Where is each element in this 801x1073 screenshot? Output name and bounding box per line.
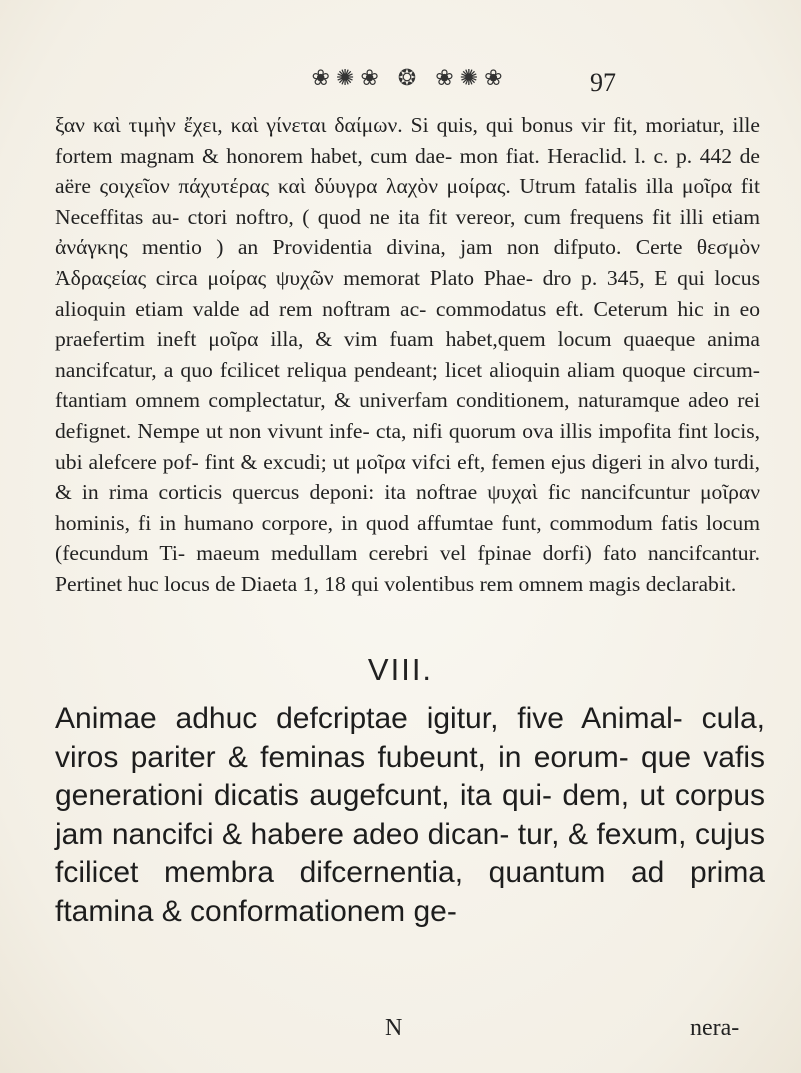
body-paragraph: ξαν καὶ τιμὴν ἔχει, καὶ γίνεται δαίμων. Si quis, qui bonus vir fit, moriatur, ille fortem magnam & honorem habet, cum dae- mon fiat. Heraclid. l. c. p. 442 de aëre ςοιχεῖον πάχυτέρας καὶ δύυγρα λαχὸν μοίρας. Utrum fatalis illa μοῖρα fit Neceffitas au- ctori noftro, ( quod ne ita fit vereor, cum frequens fit illi etiam ἀνάγκης mentio ) an Providentia divina, jam non difputo. Certe θεσμὸν Ἀδραςείας circa μοίρας ψυχῶν memorat Plato Phae- dro p. 345, E qui locus alioquin etiam valde ad rem noftram ac- commodatus eft. Ceterum hic in eo praefertim ineft μοῖρα illa, & vim fuam habet,quem locum quaeque anima nancifcatur, a quo fcilicet reliqua pendeant; licet alioquin aliam quoque circum- ftantiam omnem complectatur, & univerfam conditionem, naturamque adeo rei defignet. Nempe ut non vivunt infe- cta, nifi quorum ova illis impofita fint locis, ubi alefcere pof- fint & excudi; ut μοῖρα vifci eft, femen ejus digeri in alvo turdi, & in rima corticis quercus deponi: ita noftrae ψυχαὶ fic nancifcuntur μοῖραν hominis, fi in humano corpore, in quod affumtae funt, commodum fatis locum (fecundum Ti- maeum medullam cerebri vel fpinae dorfi) fato nancifcantur. Pertinet huc locus de Diaeta 1, 18 qui volentibus rem omnem magis declarabit.: [55, 113, 760, 596]
catchword: nera-: [690, 1015, 740, 1041]
section-heading: VIII.: [367, 652, 434, 687]
main-paragraph-block: [55, 110, 760, 600]
section-paragraph: Animae adhuc defcriptae igitur, five Animal- cula, viros pariter & feminas fubeunt, in eorum- que vafis generationi dicatis augefcunt, ita qui- dem, ut corpus jam nancifci & habere adeo dican- tur, & fexum, cujus fcilicet membra difcernentia, quantum ad prima ftamina & conformationem ge-: [55, 702, 765, 928]
section-paragraph-block: [55, 700, 765, 932]
signature-mark: N: [385, 1015, 403, 1041]
page-number: 97: [590, 68, 616, 97]
header-ornament: ❀✺❀ ❂ ❀✺❀: [311, 66, 509, 91]
page-header: [200, 66, 800, 106]
